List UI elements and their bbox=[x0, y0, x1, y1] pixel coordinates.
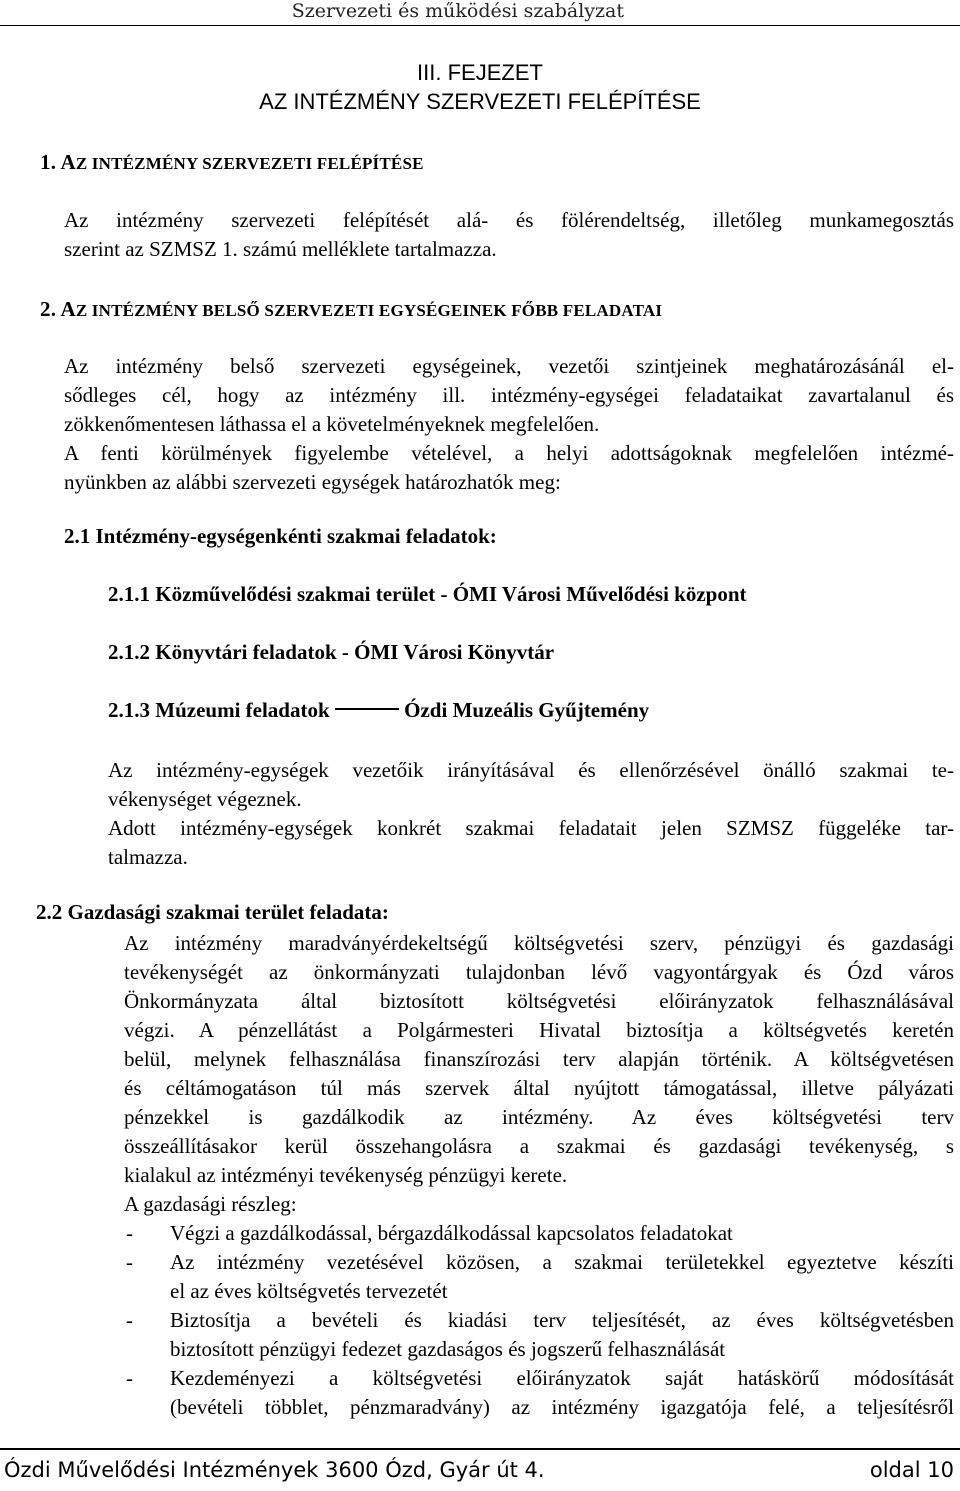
subsection-2-2-line-9: kialakul az intézményi tevékenység pénzügyi kerete. bbox=[124, 1163, 568, 1187]
subsection-2-1-para2-line-2: talmazza. bbox=[108, 845, 188, 869]
subsection-2-1-para2-line-1: Adott intézmény-egységek konkrét szakmai feladatait jelen SZMSZ függeléke tar- bbox=[108, 816, 954, 840]
bullet-4-line-2: (bevételi többlet, pénzmaradvány) az intézmény igazgatója felé, a teljesítésről bbox=[170, 1395, 954, 1419]
section-1-paragraph-line-1: Az intézmény szervezeti felépítését alá- és fölérendeltség, illetőleg munkamegosztás bbox=[64, 208, 954, 232]
section-2-heading bbox=[40, 297, 662, 322]
chapter-title: AZ INTÉZMÉNY SZERVEZETI FELÉPÍTÉSE bbox=[259, 89, 701, 114]
header-rule bbox=[0, 25, 960, 26]
section-1-paragraph-line-2: szerint az SZMSZ 1. számú melléklete tartalmazza. bbox=[64, 237, 497, 261]
section-2-para2-line-1: A fenti körülmények figyelembe vételével, a helyi adottságoknak megfelelően intézmé- bbox=[64, 441, 954, 465]
section-1-title: Z INTÉZMÉNY SZERVEZETI FELÉPÍTÉSE bbox=[75, 154, 424, 173]
section-1-number: 1. A bbox=[40, 150, 76, 174]
subsection-2-2-line-8: összeállításakor kerül összehangolásra a szakmai és gazdasági tevékenység, s bbox=[124, 1134, 954, 1158]
section-2-para1-line-3: zökkenőmentesen láthassa el a követelményeknek megfelelően. bbox=[64, 412, 600, 436]
subsection-2-1-1: 2.1.1 Közművelődési szakmai terület - ÓMI Városi Művelődési központ bbox=[108, 582, 747, 606]
section-1-heading bbox=[40, 150, 424, 175]
subsection-2-1-para1-line-2: vékenységet végeznek. bbox=[108, 787, 302, 811]
bullet-1-line-1: Végzi a gazdálkodással, bérgazdálkodással kapcsolatos feladatokat bbox=[170, 1221, 733, 1245]
subsection-2-2-heading: 2.2 Gazdasági szakmai terület feladata: bbox=[36, 900, 389, 924]
subsection-2-2-line-1: Az intézmény maradványérdekeltségű költségvetési szerv, pénzügyi és gazdasági bbox=[124, 931, 954, 955]
bullet-2-line-1: Az intézmény vezetésével közösen, a szakmai területekkel egyeztetve készíti bbox=[170, 1250, 954, 1274]
subsection-2-2-line-7: pénzekkel is gazdálkodik az intézmény. Az éves költségvetési terv bbox=[124, 1105, 954, 1129]
subsection-2-1-3-prefix: 2.1.3 Múzeumi feladatok bbox=[108, 698, 335, 722]
subsection-2-2-line-5: belül, melynek felhasználása finanszírozási terv alapján történik. A költségvetésen bbox=[124, 1047, 954, 1071]
footer-address: Ózdi Művelődési Intézmények 3600 Ózd, Gyár út 4. bbox=[4, 1458, 545, 1482]
subsection-2-1-3 bbox=[108, 698, 649, 723]
section-2-para2-line-2: nyünkben az alábbi szervezeti egységek határozhatók meg: bbox=[64, 470, 561, 494]
bullet-2-line-2: el az éves költségvetés tervezetét bbox=[170, 1279, 448, 1303]
footer-rule bbox=[0, 1448, 960, 1450]
section-2-number: 2. A bbox=[40, 297, 76, 321]
economic-department-label: A gazdasági részleg: bbox=[124, 1192, 297, 1216]
bullet-mark: - bbox=[126, 1250, 133, 1274]
subsection-2-2-line-4: végzi. A pénzellátást a Polgármesteri Hivatal biztosítja a költségvetés keretén bbox=[124, 1018, 954, 1042]
subsection-2-1-2: 2.1.2 Könyvtári feladatok - ÓMI Városi Könyvtár bbox=[108, 640, 555, 664]
subsection-2-1-para1-line-1: Az intézmény-egységek vezetőik irányításával és ellenőrzésével önálló szakmai te- bbox=[108, 758, 954, 782]
section-2-title: Z INTÉZMÉNY BELSŐ SZERVEZETI EGYSÉGEINEK FŐBB FELADATAI bbox=[75, 301, 663, 320]
subsection-2-1-3-suffix: Ózdi Muzeális Gyűjtemény bbox=[398, 698, 650, 722]
chapter-number: III. FEJEZET bbox=[417, 60, 543, 85]
bullet-4-line-1: Kezdeményezi a költségvetési előirányzatok saját hatáskörű módosítását bbox=[170, 1366, 954, 1390]
page-number: oldal 10 bbox=[869, 1458, 954, 1482]
header-title: Szervezeti és működési szabályzat bbox=[291, 0, 624, 22]
bullet-3-line-1: Biztosítja a bevételi és kiadási terv teljesítését, az éves költségvetésben bbox=[170, 1308, 954, 1332]
bullet-3-line-2: biztosított pénzügyi fedezet gazdaságos és jogszerű felhasználását bbox=[170, 1337, 726, 1361]
subsection-2-1-heading: 2.1 Intézmény-egységenkénti szakmai feladatok: bbox=[64, 524, 497, 548]
bullet-mark: - bbox=[126, 1366, 133, 1390]
subsection-2-2-line-2: tevékenységét az önkormányzati tulajdonban lévő vagyontárgyak és Ózd város bbox=[124, 960, 954, 984]
subsection-2-1-3-dash bbox=[335, 708, 399, 710]
section-2-para1-line-1: Az intézmény belső szervezeti egységeinek, vezetői szintjeinek meghatározásánál el- bbox=[64, 354, 954, 378]
section-2-para1-line-2: sődleges cél, hogy az intézmény ill. intézmény-egységei feladataikat zavartalanul és bbox=[64, 383, 954, 407]
subsection-2-2-line-3: Önkormányzata által biztosított költségvetési előirányzatok felhasználásával bbox=[124, 989, 954, 1013]
bullet-mark: - bbox=[126, 1221, 133, 1245]
subsection-2-2-line-6: és céltámogatáson túl más szervek által nyújtott támogatással, illetve pályázati bbox=[124, 1076, 954, 1100]
bullet-mark: - bbox=[126, 1308, 133, 1332]
